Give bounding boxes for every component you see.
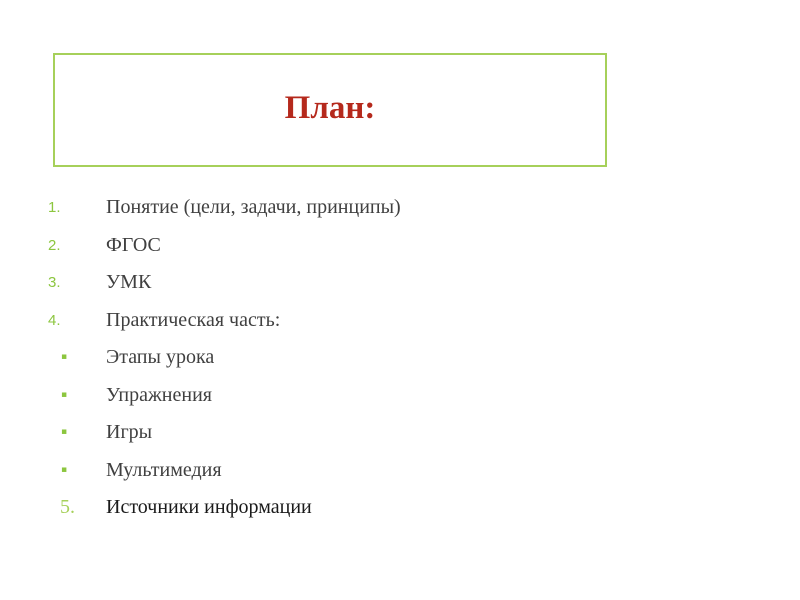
list-number: 5. [60,496,75,518]
list-number: 2. [48,236,61,254]
list-item-text: Мультимедия [106,458,222,481]
list-item-text: Понятие (цели, задачи, принципы) [106,196,401,218]
square-bullet-icon: ▪ [61,389,68,400]
list-item-text: Игры [106,421,153,443]
list-item-text: Упражнения [106,383,212,406]
list-item-text: ФГОС [106,233,161,256]
list-number: 1. [48,199,61,216]
square-bullet-icon: ▪ [61,427,68,437]
list-item-text: УМК [106,271,152,293]
square-bullet-icon: ▪ [61,352,68,362]
square-bullet-icon: ▪ [61,464,68,475]
list-item-text: Источники информации [106,496,312,518]
list-number: 4. [48,311,61,329]
list-item-text: Практическая часть: [106,308,281,331]
title-box [53,53,607,167]
list-number: 3. [48,274,61,291]
slide-title: План: [284,89,376,126]
list-item-text: Этапы урока [106,346,215,368]
